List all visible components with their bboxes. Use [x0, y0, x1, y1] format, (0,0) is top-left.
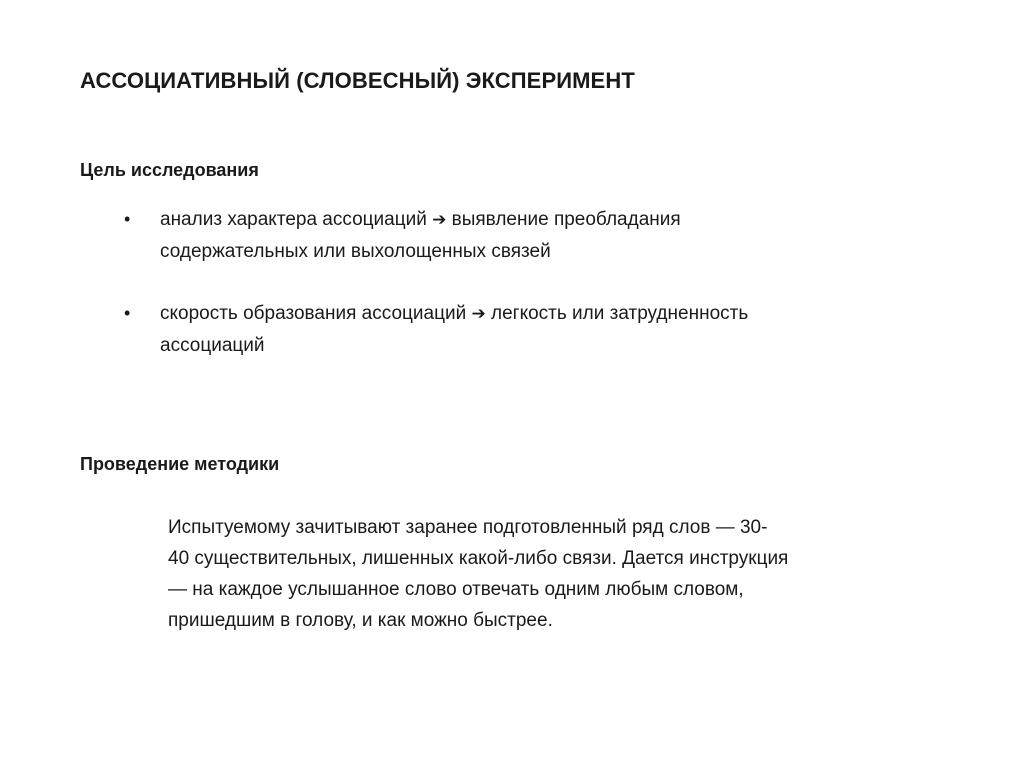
bullet-line [160, 298, 860, 330]
bullet-line-2: содержательных или выхолощенных связей [160, 241, 551, 262]
bullet-text-part1: скорость образования ассоциаций [160, 303, 472, 324]
method-heading: Проведение методики [80, 454, 280, 474]
slide-title: АССОЦИАТИВНЫЙ (СЛОВЕСНЫЙ) ЭКСПЕРИМЕНТ [80, 68, 635, 93]
bullet-text-part1: анализ характера ассоциаций [160, 209, 433, 230]
paragraph-line: пришедшим в голову, и как можно быстрее. [168, 610, 553, 631]
bullet-text [160, 298, 860, 361]
paragraph-line: — на каждое услышанное слово отвечать одним любым словом, [168, 579, 744, 600]
goal-heading: Цель исследования [80, 160, 259, 180]
paragraph-line: 40 существительных, лишенных какой-либо связи. Дается инструкция [168, 548, 789, 569]
bullet-line-2: ассоциаций [160, 335, 265, 356]
bullet-marker: • [124, 209, 131, 229]
bullet-line [160, 204, 860, 236]
arrow-right-icon: ➔ [432, 210, 447, 230]
bullet-marker: • [124, 303, 131, 323]
bullet-text-part2: легкость или затрудненность [485, 303, 749, 324]
bullet-text-part2: выявление преобладания [446, 209, 681, 230]
paragraph-line: Испытуемому зачитывают заранее подготовленный ряд слов — 30- [168, 517, 768, 538]
method-paragraph [168, 512, 948, 636]
arrow-right-icon: ➔ [471, 304, 486, 324]
bullet-text [160, 204, 860, 267]
